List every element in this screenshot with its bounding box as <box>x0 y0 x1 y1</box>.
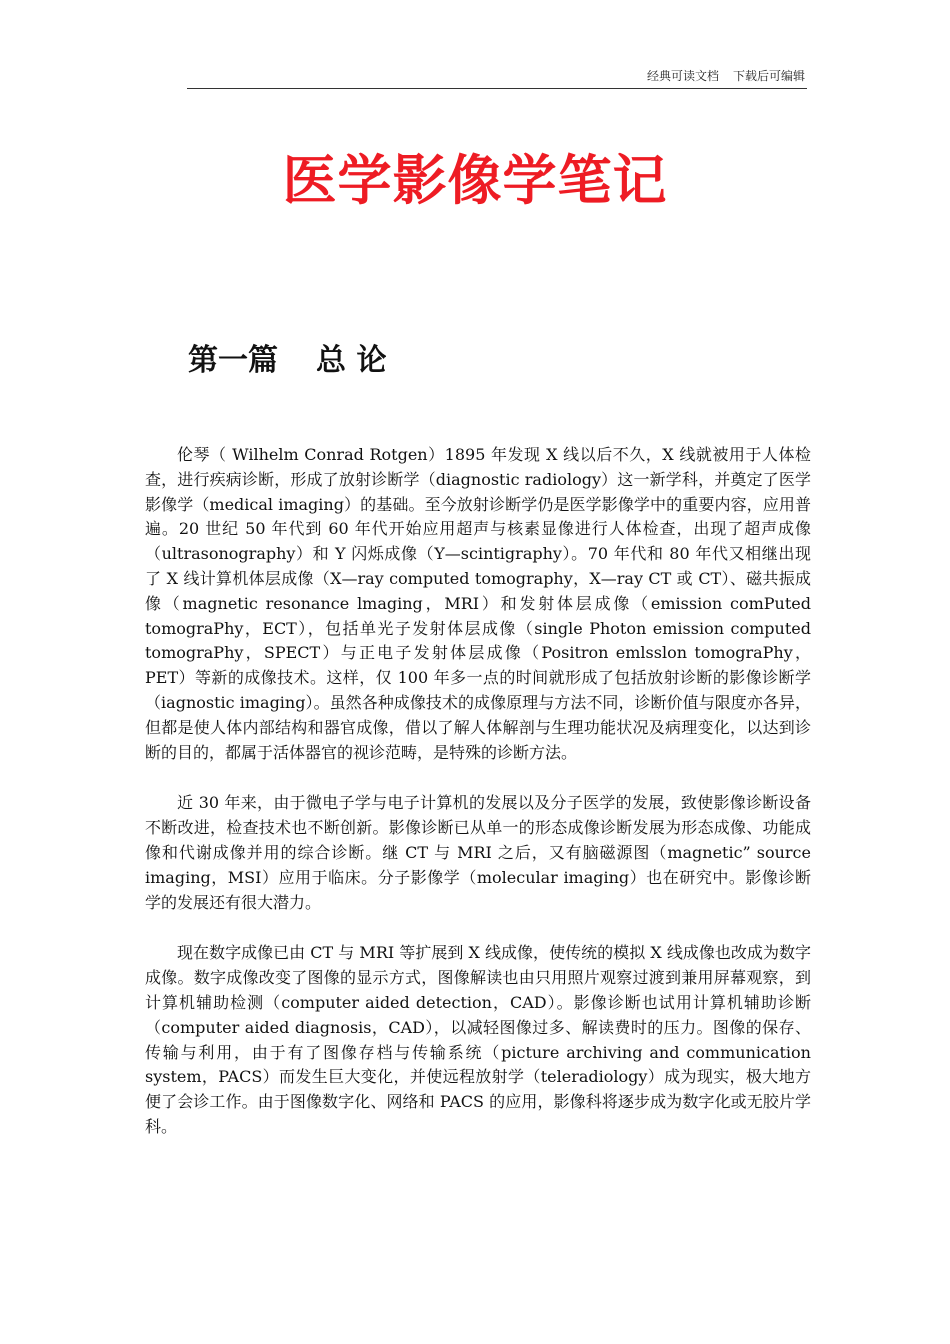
document-title: 医学影像学笔记 <box>282 148 668 212</box>
header-left-text: 经典可读文档 <box>646 69 719 83</box>
part-number: 第一篇 <box>188 343 278 378</box>
page-header <box>187 68 807 89</box>
paragraph-digital-imaging: 现在数字成像已由 CT 与 MRI 等扩展到 X 线成像，使传统的模拟 X 线成像也改成为数字成像。数字成像改变了图像的显示方式，图像解读也由只用照片观察过渡到兼用屏幕观察，到计算机辅助检测（computer aided detection，CAD）。影像诊断也试用计算机辅助诊断（computer aided diagnosis，CAD），以减轻图像过多、解读费时的压力。图像的保存、传输与利用，由于有了图像存档与传输系统（picture archiving and communication system，PACS）而发生巨大变化，并使远程放射学（teleradiology）成为现实，极大地方便了会诊工作。由于图像数字化、网络和 PACS 的应用，影像科将逐步成为数字化或无胶片学科。 <box>145 943 811 1136</box>
header-text <box>647 68 805 84</box>
header-right-text: 下载后可编辑 <box>732 69 805 83</box>
paragraph-history: 伦琴（ Wilhelm Conrad Rotgen）1895 年发现 X 线以后不久，X 线就被用于人体检查，进行疾病诊断，形成了放射诊断学（diagnostic radiology）这一新学科，并奠定了医学影像学（medical imaging）的基础。至今放射诊断学仍是医学影像学中的重要内容，应用普遍。20 世纪 50 年代到 60 年代开始应用超声与核素显像进行人体检查，出现了超声成像（ultrasonography）和 Y 闪烁成像（Y—scintigraphy）。70 年代和 80 年代又相继出现了 X 线计算机体层成像（X—ray computed tomography，X—ray CT 或 CT）、磁共振成像（magnetic resonance lmaging，MRI）和发射体层成像（emission comPuted tomograPhy，ECT），包括单光子发射体层成像（single Photon emission computed tomograPhy，SPECT）与正电子发射体层成像（Positron emlsslon tomograPhy，PET）等新的成像技术。这样，仅 100 年多一点的时间就形成了包括放射诊断的影像诊断学（iagnostic imaging）。虽然各种成像技术的成像原理与方法不同，诊断价值与限度亦各异，但都是使人体内部结构和器官成像，借以了解人体解剖与生理功能状况及病理变化，以达到诊断的目的，都属于活体器官的视诊范畴，是特殊的诊断方法。 <box>145 445 811 762</box>
paragraph-recent-development: 近 30 年来，由于微电子学与电子计算机的发展以及分子医学的发展，致使影像诊断设备不断改进，检查技术也不断创新。影像诊断已从单一的形态成像诊断发展为形态成像、功能成像和代谢成像并用的综合诊断。继 CT 与 MRI 之后，又有脑磁源图（magnetic” source imaging，MSI）应用于临床。分子影像学（molecular imaging）也在研究中。影像诊断学的发展还有很大潜力。 <box>145 793 811 912</box>
part-heading <box>188 338 386 384</box>
part-name: 总 论 <box>316 343 387 378</box>
body-text <box>145 443 811 1166</box>
